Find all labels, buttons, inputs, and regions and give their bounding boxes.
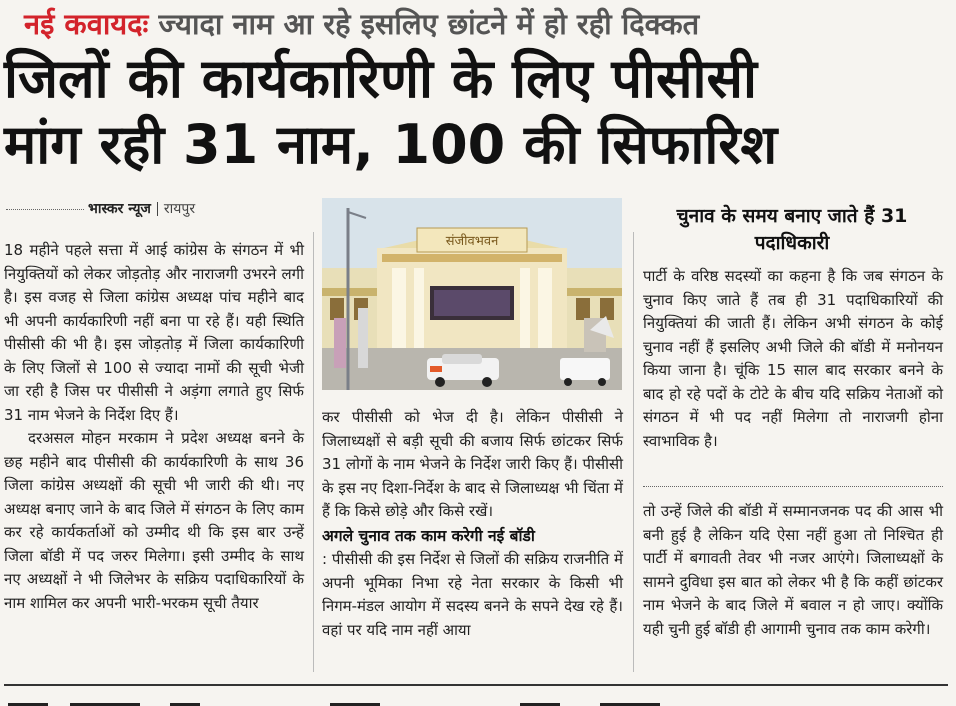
col2-paragraph-2-text: : पीसीसी की इस निर्देश से जिलों की सक्रिय राजनीति में अपनी भूमिका निभा रहे नेता सरकार के किसी भी निगम-मंडल आयोग में सदस्य बनने के सपने देख रहे हैं। वहां पर यदि नाम नहीं आया bbox=[322, 550, 623, 639]
col3-divider bbox=[643, 486, 943, 487]
kicker-label: नई कवायदः bbox=[24, 7, 149, 41]
headline-line-1: जिलों की कार्यकारिणी के लिए पीसीसी bbox=[4, 47, 758, 110]
byline-rule bbox=[6, 209, 84, 210]
news-photo bbox=[322, 198, 622, 390]
col3-paragraph-1: पार्टी के वरिष्ठ सदस्यों का कहना है कि जब संगठन के चुनाव किए जाते हैं तब ही 31 पदाधिकारियों की नियुक्तियां की जाती हैं। लेकिन अभी संगठन के कोई चुनाव नहीं हैं इसलिए अभी जिले की बॉडी में मनोनयन किया जाना है। चूंकि 15 साल बाद सरकार बनने के बाद हो रहे पदों के टोटे के बीच यदि सक्रिय नेताओं को संगठन में भी पद नहीं मिलेगा तो नाराजगी होना स्वाभाविक है। bbox=[643, 267, 943, 450]
col2-paragraph-1: कर पीसीसी को भेज दी है। लेकिन पीसीसी ने जिलाध्यक्षों से बड़ी सूची की बजाय सिर्फ छांटकर सिर्फ 31 लोगों के नाम भेजने के निर्देश जारी किए हैं। पीसीसी के इस नए दिशा-निर्देश के बाद से जिलाध्यक्ष भी चिंता में हैं कि किसे छोड़े और किसे रखें। bbox=[322, 408, 623, 520]
kicker bbox=[24, 2, 944, 46]
column-1 bbox=[4, 239, 304, 615]
col1-paragraph-2: दरअसल मोहन मरकाम ने प्रदेश अध्यक्ष बनने के छह महीने बाद पीसीसी की कार्यकारिणी के साथ 36 जिला कांग्रेस अध्यक्षों की सूची भी जारी की थी। नए अध्यक्ष बनाए जाने के बाद जिले में संगठन के लिए काम कर रहे कार्यकर्ताओं को उम्मीद थी कि इस बार उन्हें जिला बॉडी में पद जरुर मिलेगा। इसी उम्मीद के साथ नए अध्यक्षों ने भी जिलेभर के सक्रिय पदाधिकारियों के नाम शामिल कर अपनी भारी-भरकम सूची तैयार bbox=[4, 429, 304, 612]
byline-city: रायपुर bbox=[163, 201, 196, 217]
col3-paragraph-2: तो उन्हें जिले की बॉडी में सम्मानजनक पद की आस भी बनी हुई है लेकिन यदि ऐसा नहीं हुआ तो निश्चित ही पार्टी में बगावती तेवर भी नजर आएंगे। जिलाध्यक्षों के सामने दुविधा इस बात को लेकर भी है कि कहीं छांटकर नाम भेजने के बाद जिले में बवाल न हो जाए। क्योंकि यही चुनी हुई बॉडी ही आगामी चुनाव तक काम करेगी। bbox=[643, 502, 943, 638]
column-3-bottom bbox=[643, 500, 943, 641]
column-2 bbox=[322, 406, 623, 642]
col3-subhead: चुनाव के समय बनाए जाते हैं 31 पदाधिकारी bbox=[676, 205, 908, 254]
column-divider-1 bbox=[313, 232, 314, 672]
col1-paragraph-1: 18 महीने पहले सत्ता में आई कांग्रेस के संगठन में भी नियुक्तियों को लेकर जोड़तोड़ और नाराजगी उभरने लगी है। इस वजह से जिला कांग्रेस अध्यक्ष पांच महीने बाद भी अपनी कार्यकारिणी नहीं बना पा रहे हैं। यही स्थिति पीसीसी की भी है। इस जोड़तोड़ में जिला कार्यकारिणी के लिए जिलों से 100 से ज्यादा नामों की सूची भेजी जा रही है जिस पर पीसीसी ने अड़ंगा लगाते हुए सिर्फ 31 नाम भेजने के निर्देश दिए हैं। bbox=[4, 241, 304, 424]
kicker-text: ज्यादा नाम आ रहे इसलिए छांटने में हो रही दिक्कत bbox=[158, 7, 700, 41]
column-divider-2 bbox=[633, 232, 634, 672]
col2-subhead: अगले चुनाव तक काम करेगी नई बॉडी bbox=[322, 526, 535, 545]
column-3-top bbox=[643, 265, 943, 453]
bottom-rule bbox=[4, 684, 948, 686]
building-sign-text: संजीवभवन bbox=[445, 234, 499, 249]
next-article-clipped bbox=[0, 694, 956, 706]
col2-paragraph-2 bbox=[322, 525, 623, 643]
rajiv-bhawan-building-image bbox=[322, 198, 622, 390]
headline-line-2: मांग रही 31 नाम, 100 की सिफारिश bbox=[4, 113, 778, 176]
headline bbox=[4, 46, 952, 178]
byline-separator bbox=[157, 202, 158, 216]
clipped-headline-glyphs bbox=[0, 697, 956, 706]
byline bbox=[88, 199, 195, 218]
byline-source: भास्कर न्यूज bbox=[88, 201, 151, 217]
